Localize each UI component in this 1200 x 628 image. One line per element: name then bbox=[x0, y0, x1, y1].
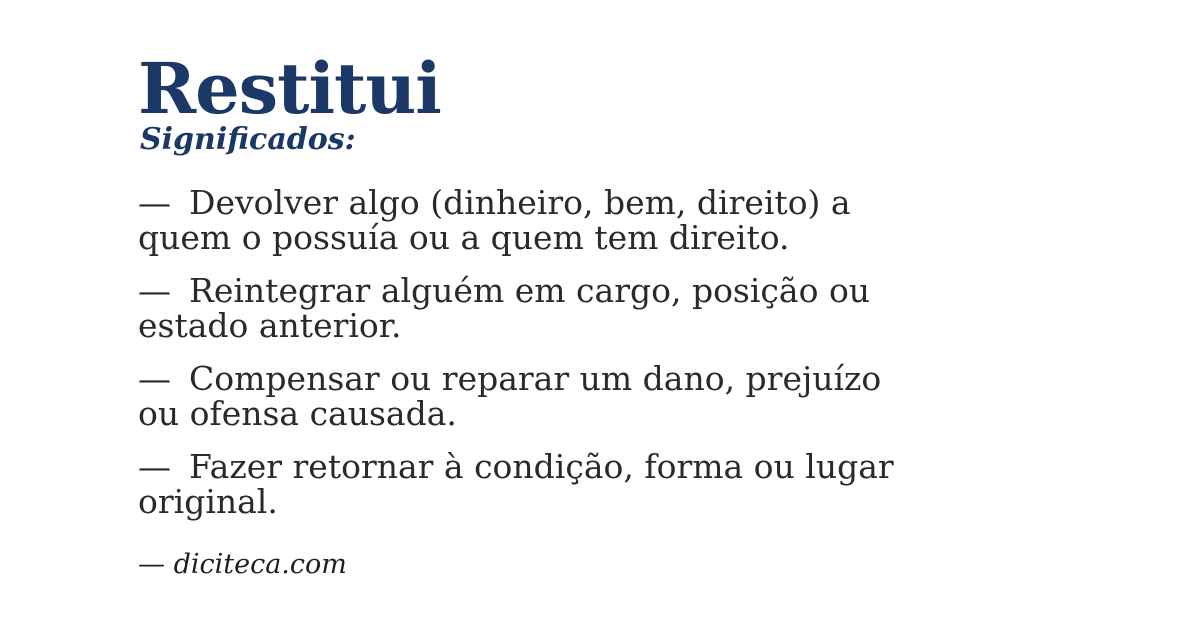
definition-item bbox=[138, 273, 928, 343]
em-dash: — bbox=[138, 183, 171, 222]
em-dash: — bbox=[138, 447, 171, 486]
definition-text: Fazer retornar à condição, forma ou lugar original. bbox=[138, 447, 894, 521]
definition-text: Compensar ou reparar um dano, prejuízo ou ofensa causada. bbox=[138, 359, 882, 433]
definition-text: Devolver algo (dinheiro, bem, direito) a quem o possuía ou a quem tem direito. bbox=[138, 183, 851, 257]
meanings-label: Significados: bbox=[140, 122, 356, 157]
definition-item bbox=[138, 185, 928, 255]
definition-item bbox=[138, 361, 928, 431]
definition-text: Reintegrar alguém em cargo, posição ou estado anterior. bbox=[138, 271, 871, 345]
definitions-list bbox=[138, 185, 928, 519]
attribution-footer: — diciteca.com bbox=[138, 549, 347, 580]
definition-item bbox=[138, 449, 928, 519]
em-dash: — bbox=[138, 271, 171, 310]
em-dash: — bbox=[138, 359, 171, 398]
word-title: Restitui bbox=[138, 47, 441, 130]
